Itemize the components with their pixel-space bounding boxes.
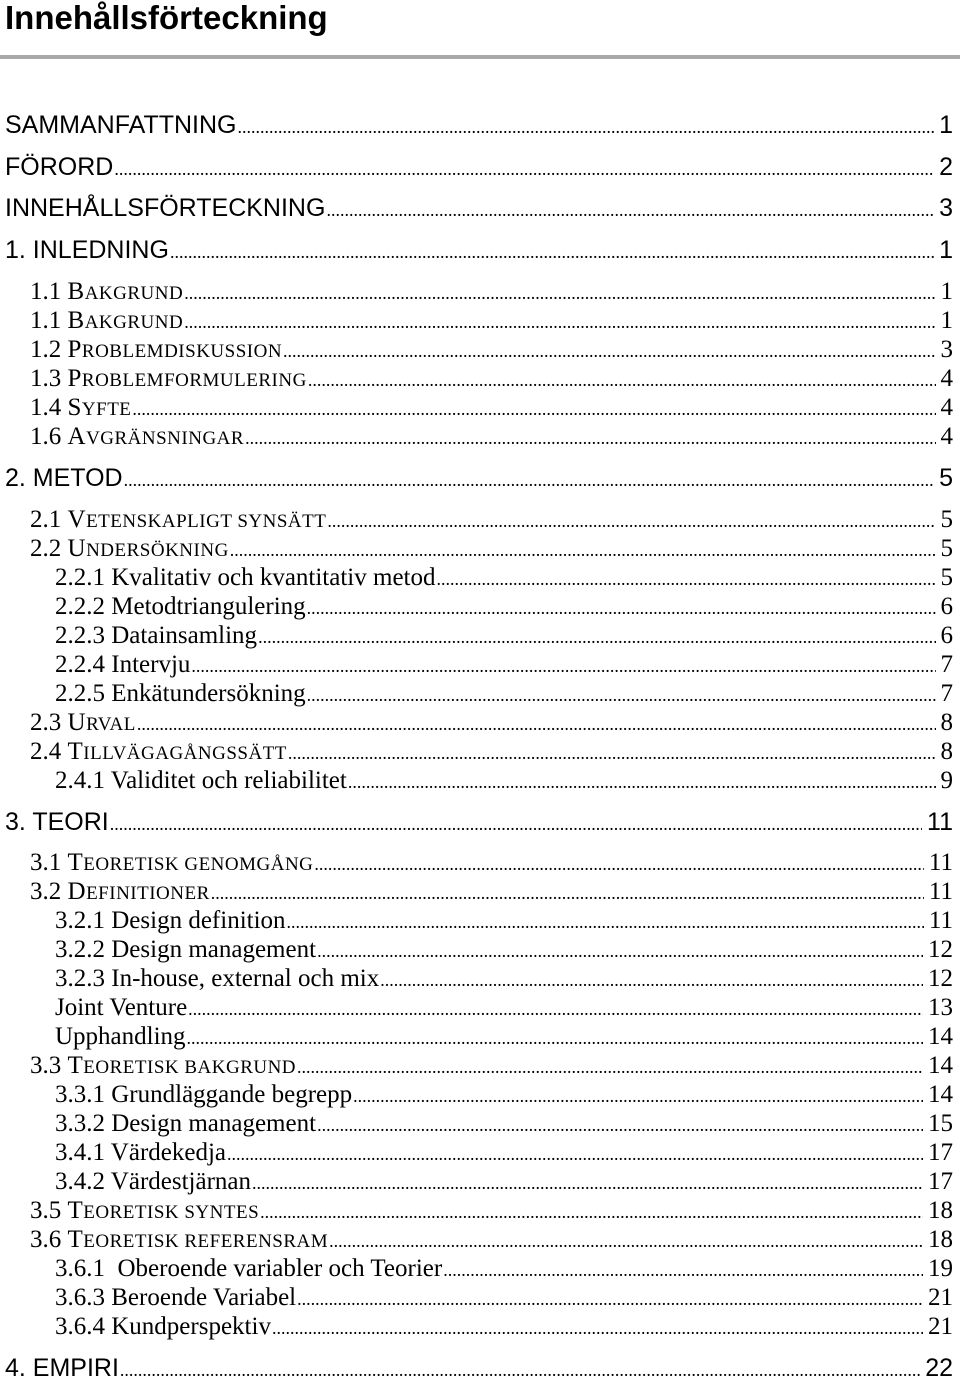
toc-page-number: 1 [940,278,953,305]
toc-entry-label [30,278,184,305]
toc-entry[interactable] [30,1197,953,1224]
dot-leader [317,940,923,962]
toc-page-number: 13 [928,994,953,1021]
toc-entry-label [30,394,132,421]
toc-entry[interactable] [30,849,953,876]
toc-entry-label: 4. EMPIRI [5,1354,119,1379]
toc-entry-number: 1.4 [30,394,62,421]
toc-entry-label: Upphandling [55,1023,186,1050]
toc-entry-label [30,336,283,363]
dot-leader [308,369,936,391]
toc-entry-title: PROBLEMFORMULERING [67,365,307,392]
toc-entry-label: 2.2.1 Kvalitativ och kvantitativ metod [55,564,436,591]
toc-entry-label [30,506,327,533]
dot-leader [120,1359,920,1379]
toc-entry-label: 3.6.4 Kundperspektiv [55,1313,271,1340]
toc-entry-title: URVAL [67,709,136,736]
toc-entry[interactable] [5,194,953,222]
toc-entry[interactable] [30,394,953,421]
dot-leader [245,427,935,449]
toc-page-number: 21 [928,1313,953,1340]
toc-page-number: 14 [928,1052,953,1079]
toc-entry-label: 3.6.3 Beroende Variabel [55,1284,297,1311]
toc-entry-label: 3.3.1 Grundläggande begrepp [55,1081,353,1108]
toc-page-number: 4 [940,365,953,392]
dot-leader [307,684,936,706]
toc-entry-label [30,307,184,334]
toc-entry-number: 2.2 [30,535,62,562]
toc-entry[interactable] [5,111,953,139]
toc-page-number: 9 [940,767,953,794]
toc-page-number: 14 [928,1023,953,1050]
toc-entry-title: DEFINITIONER [67,878,210,905]
toc-entry[interactable] [30,365,953,392]
toc-page-number: 5 [939,464,953,492]
toc-page-number: 3 [939,194,953,222]
toc-entry-number: 2.1 [30,506,62,533]
dot-leader [230,539,936,561]
toc-entry-title: TEORETISK SYNTES [67,1197,260,1224]
toc-entry-label [30,878,210,905]
toc-entry-label: 2.2.3 Datainsamling [55,622,258,649]
toc-page-number: 11 [928,878,953,905]
toc-entry-number: 3.3 [30,1052,62,1079]
dot-leader [326,199,934,221]
toc-page-number: 15 [928,1110,953,1137]
toc-entry-label: 2.2.2 Metodtriangulering [55,593,306,620]
toc-entry-number: 3.5 [30,1197,62,1224]
toc-page-number: 17 [928,1168,953,1195]
toc-entry-label: 3.4.2 Värdestjärnan [55,1168,252,1195]
toc-page-number: 8 [940,709,953,736]
toc-entry[interactable] [55,965,953,992]
dot-leader [137,713,936,735]
toc-entry[interactable] [55,651,953,678]
toc-entry-title: UNDERSÖKNING [67,535,229,562]
toc-page-number: 1 [940,307,953,334]
toc-entry-title: AVGRÄNSNINGAR [67,423,245,450]
toc-page-number: 14 [928,1081,953,1108]
toc-page-number: 19 [928,1255,953,1282]
page-title: Innehållsförteckning [5,0,328,36]
dot-leader [237,116,934,138]
dot-leader [317,1114,923,1136]
toc-page-number: 2 [939,153,953,181]
toc-entry-label: 1. INLEDNING [5,236,169,264]
toc-entry-title: BAKGRUND [67,278,184,305]
toc-entry[interactable] [55,1255,953,1282]
toc-entry[interactable] [55,1313,953,1340]
toc-page-number: 12 [928,965,953,992]
toc-page-number: 18 [928,1226,953,1253]
toc-entry[interactable] [55,1110,953,1137]
toc-entry[interactable] [55,767,953,794]
toc-entry-number: 3.6 [30,1226,62,1253]
toc-entry-label: 2.2.4 Intervju [55,651,191,678]
toc-entry[interactable] [30,1052,953,1079]
dot-leader [187,1027,923,1049]
toc-entry-label: 3.4.1 Värdekedja [55,1139,227,1166]
toc-entry-number: 1.1 [30,278,62,305]
toc-entry-label [30,423,245,450]
toc-entry[interactable] [30,709,953,736]
dot-leader [191,655,935,677]
toc-page-number: 11 [928,907,953,934]
toc-entry[interactable] [5,464,953,492]
toc-page-number: 5 [940,506,953,533]
dot-leader [170,241,934,263]
toc-entry-title: PROBLEMDISKUSSION [67,336,283,363]
toc-entry[interactable] [55,622,953,649]
toc-entry-label: Joint Venture [55,994,188,1021]
toc-page-number: 6 [940,622,953,649]
toc-entry-title: TEORETISK GENOMGÅNG [67,849,314,876]
toc-entry[interactable] [5,1354,953,1379]
toc-entry-number: 3.1 [30,849,62,876]
toc-page-number: 5 [940,535,953,562]
toc-page-number: 1 [939,111,953,139]
toc-page-number: 11 [927,808,953,836]
dot-leader [227,1143,923,1165]
dot-leader [184,311,935,333]
dot-leader [327,510,935,532]
dot-leader [188,998,923,1020]
toc-entry[interactable] [55,907,953,934]
toc-page-number: 17 [928,1139,953,1166]
toc-entry[interactable] [30,1226,953,1253]
toc-entry-number: 1.1 [30,307,62,334]
toc-entry-title: TEORETISK REFERENSRAM [67,1226,329,1253]
toc-entry[interactable] [55,1081,953,1108]
toc-entry-label [30,1197,260,1224]
toc-entry-number: 1.6 [30,423,62,450]
toc-entry-label: 3.2.3 In-house, external och mix [55,965,380,992]
dot-leader [132,398,935,420]
toc-entry[interactable] [30,535,953,562]
toc-page-number: 8 [940,738,953,765]
toc-entry-label: 3.2.2 Design management [55,936,317,963]
dot-leader [211,882,924,904]
toc-entry[interactable] [55,1023,953,1050]
toc-entry-label: 3.6.1 Oberoende variabler och Teorier [55,1255,443,1282]
dot-leader [260,1201,923,1223]
dot-leader [110,813,922,835]
toc-entry[interactable] [55,1168,953,1195]
toc-entry[interactable] [55,680,953,707]
toc-entry-number: 2.4 [30,738,62,765]
toc-entry[interactable] [30,878,953,905]
dot-leader [348,771,936,793]
toc-entry-title: BAKGRUND [67,307,184,334]
toc-entry[interactable] [55,994,953,1021]
dot-leader [353,1085,923,1107]
toc-entry[interactable] [55,1139,953,1166]
toc-entry-label [30,535,229,562]
dot-leader [297,1056,923,1078]
toc-page-number: 7 [940,651,953,678]
toc-page-number: 22 [925,1354,953,1379]
toc-page-number: 3 [940,336,953,363]
toc-entry-label [30,849,314,876]
dot-leader [329,1230,923,1252]
toc-entry-label: 3.3.2 Design management [55,1110,317,1137]
toc-entry-title: SYFTE [67,394,132,421]
toc-entry-label: 2.2.5 Enkätundersökning [55,680,306,707]
dot-leader [380,969,923,991]
dot-leader [314,853,924,875]
toc-entry[interactable] [30,423,953,450]
toc-entry-label: SAMMANFATTNING [5,111,237,139]
toc-page-number: 21 [928,1284,953,1311]
dot-leader [114,158,934,180]
toc-entry[interactable] [30,738,953,765]
toc-entry-number: 3.2 [30,878,62,905]
toc-entry-label: INNEHÅLLSFÖRTECKNING [5,194,326,222]
toc-entry[interactable] [5,808,953,836]
toc-page-number: 12 [928,936,953,963]
toc-entry[interactable] [55,936,953,963]
toc-entry-label [30,738,287,765]
toc-entry-number: 1.2 [30,336,62,363]
toc-page-number: 4 [940,394,953,421]
dot-leader [287,911,924,933]
toc-entry-label [30,709,136,736]
toc-entry-label: 2.4.1 Validitet och reliabilitet [55,767,347,794]
dot-leader [443,1259,923,1281]
dot-leader [297,1288,923,1310]
toc-page-number: 11 [928,849,953,876]
toc-entry[interactable] [5,236,953,264]
dot-leader [283,340,935,362]
toc-page-number: 18 [928,1197,953,1224]
dot-leader [252,1172,923,1194]
toc-entry[interactable] [30,336,953,363]
toc-entry-label [30,1226,329,1253]
toc-entry-title: TILLVÄGAGÅNGSSÄTT [67,738,287,765]
toc-page-number: 1 [939,236,953,264]
toc-page-number: 4 [940,423,953,450]
toc-entry-title: TEORETISK BAKGRUND [67,1052,297,1079]
toc-entry[interactable] [30,278,953,305]
toc-entry-label: 3.2.1 Design definition [55,907,286,934]
dot-leader [288,742,936,764]
dot-leader [307,597,936,619]
toc-page-number: 6 [940,593,953,620]
toc-page-number: 7 [940,680,953,707]
dot-leader [436,568,935,590]
toc-entry-title: VETENSKAPLIGT SYNSÄTT [67,506,327,533]
toc-entry[interactable] [55,564,953,591]
toc-entry-number: 2.3 [30,709,62,736]
toc-entry[interactable] [30,307,953,334]
toc-entry-label: FÖRORD [5,153,114,181]
toc-entry-label: 2. METOD [5,464,123,492]
toc-entry[interactable] [5,153,953,181]
dot-leader [258,626,935,648]
toc-entry-label [30,1052,297,1079]
dot-leader [184,282,935,304]
toc-entry[interactable] [55,593,953,620]
dot-leader [272,1317,923,1339]
toc-page-number: 5 [940,564,953,591]
title-divider [0,55,960,59]
toc-entry-label: 3. TEORI [5,808,109,836]
toc-entry[interactable] [30,506,953,533]
toc-entry-number: 1.3 [30,365,62,392]
dot-leader [124,469,934,491]
toc-entry[interactable] [55,1284,953,1311]
toc-entry-label [30,365,307,392]
